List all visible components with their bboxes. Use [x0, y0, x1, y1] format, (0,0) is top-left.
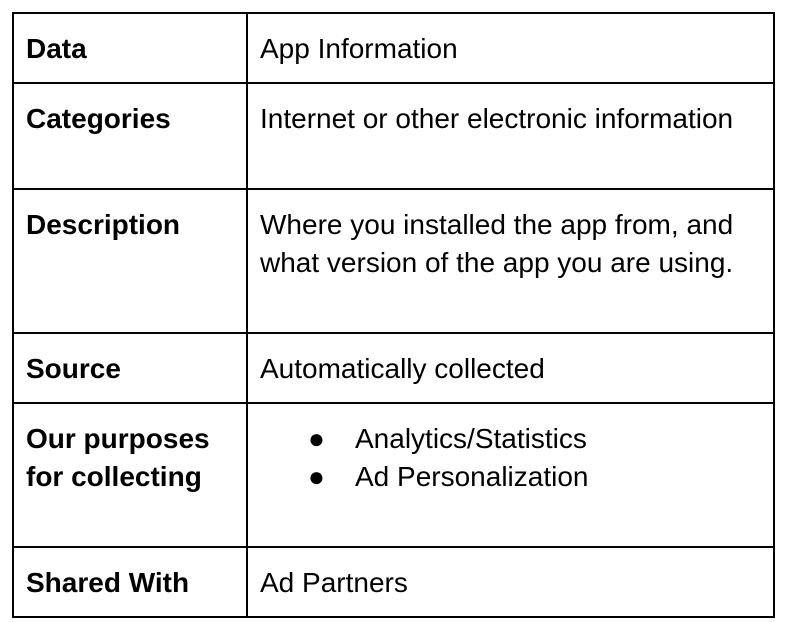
row-label-data: Data	[13, 13, 247, 83]
list-item-text: Ad Personalization	[355, 461, 589, 492]
row-value-data: App Information	[247, 13, 774, 83]
bullet-icon: ●	[308, 423, 325, 454]
purposes-list	[260, 420, 761, 496]
list-item	[308, 420, 761, 458]
row-label-description: Description	[13, 189, 247, 333]
table-row-purposes	[13, 403, 774, 547]
row-value-source: Automatically collected	[247, 333, 774, 403]
table-row-categories	[13, 83, 774, 189]
row-value-description: Where you installed the app from, and what version of the app you are using.	[247, 189, 774, 333]
row-label-categories: Categories	[13, 83, 247, 189]
table-row-shared-with	[13, 547, 774, 617]
row-label-shared-with: Shared With	[13, 547, 247, 617]
table-row-data	[13, 13, 774, 83]
bullet-icon: ●	[308, 461, 325, 492]
data-disclosure-table	[12, 12, 775, 618]
row-value-categories: Internet or other electronic information	[247, 83, 774, 189]
row-value-shared-with: Ad Partners	[247, 547, 774, 617]
table-row-source	[13, 333, 774, 403]
row-label-source: Source	[13, 333, 247, 403]
list-item-text: Analytics/Statistics	[355, 423, 587, 454]
table-row-description	[13, 189, 774, 333]
row-value-purposes	[247, 403, 774, 547]
list-item	[308, 458, 761, 496]
row-label-purposes: Our purposes for collecting	[13, 403, 247, 547]
